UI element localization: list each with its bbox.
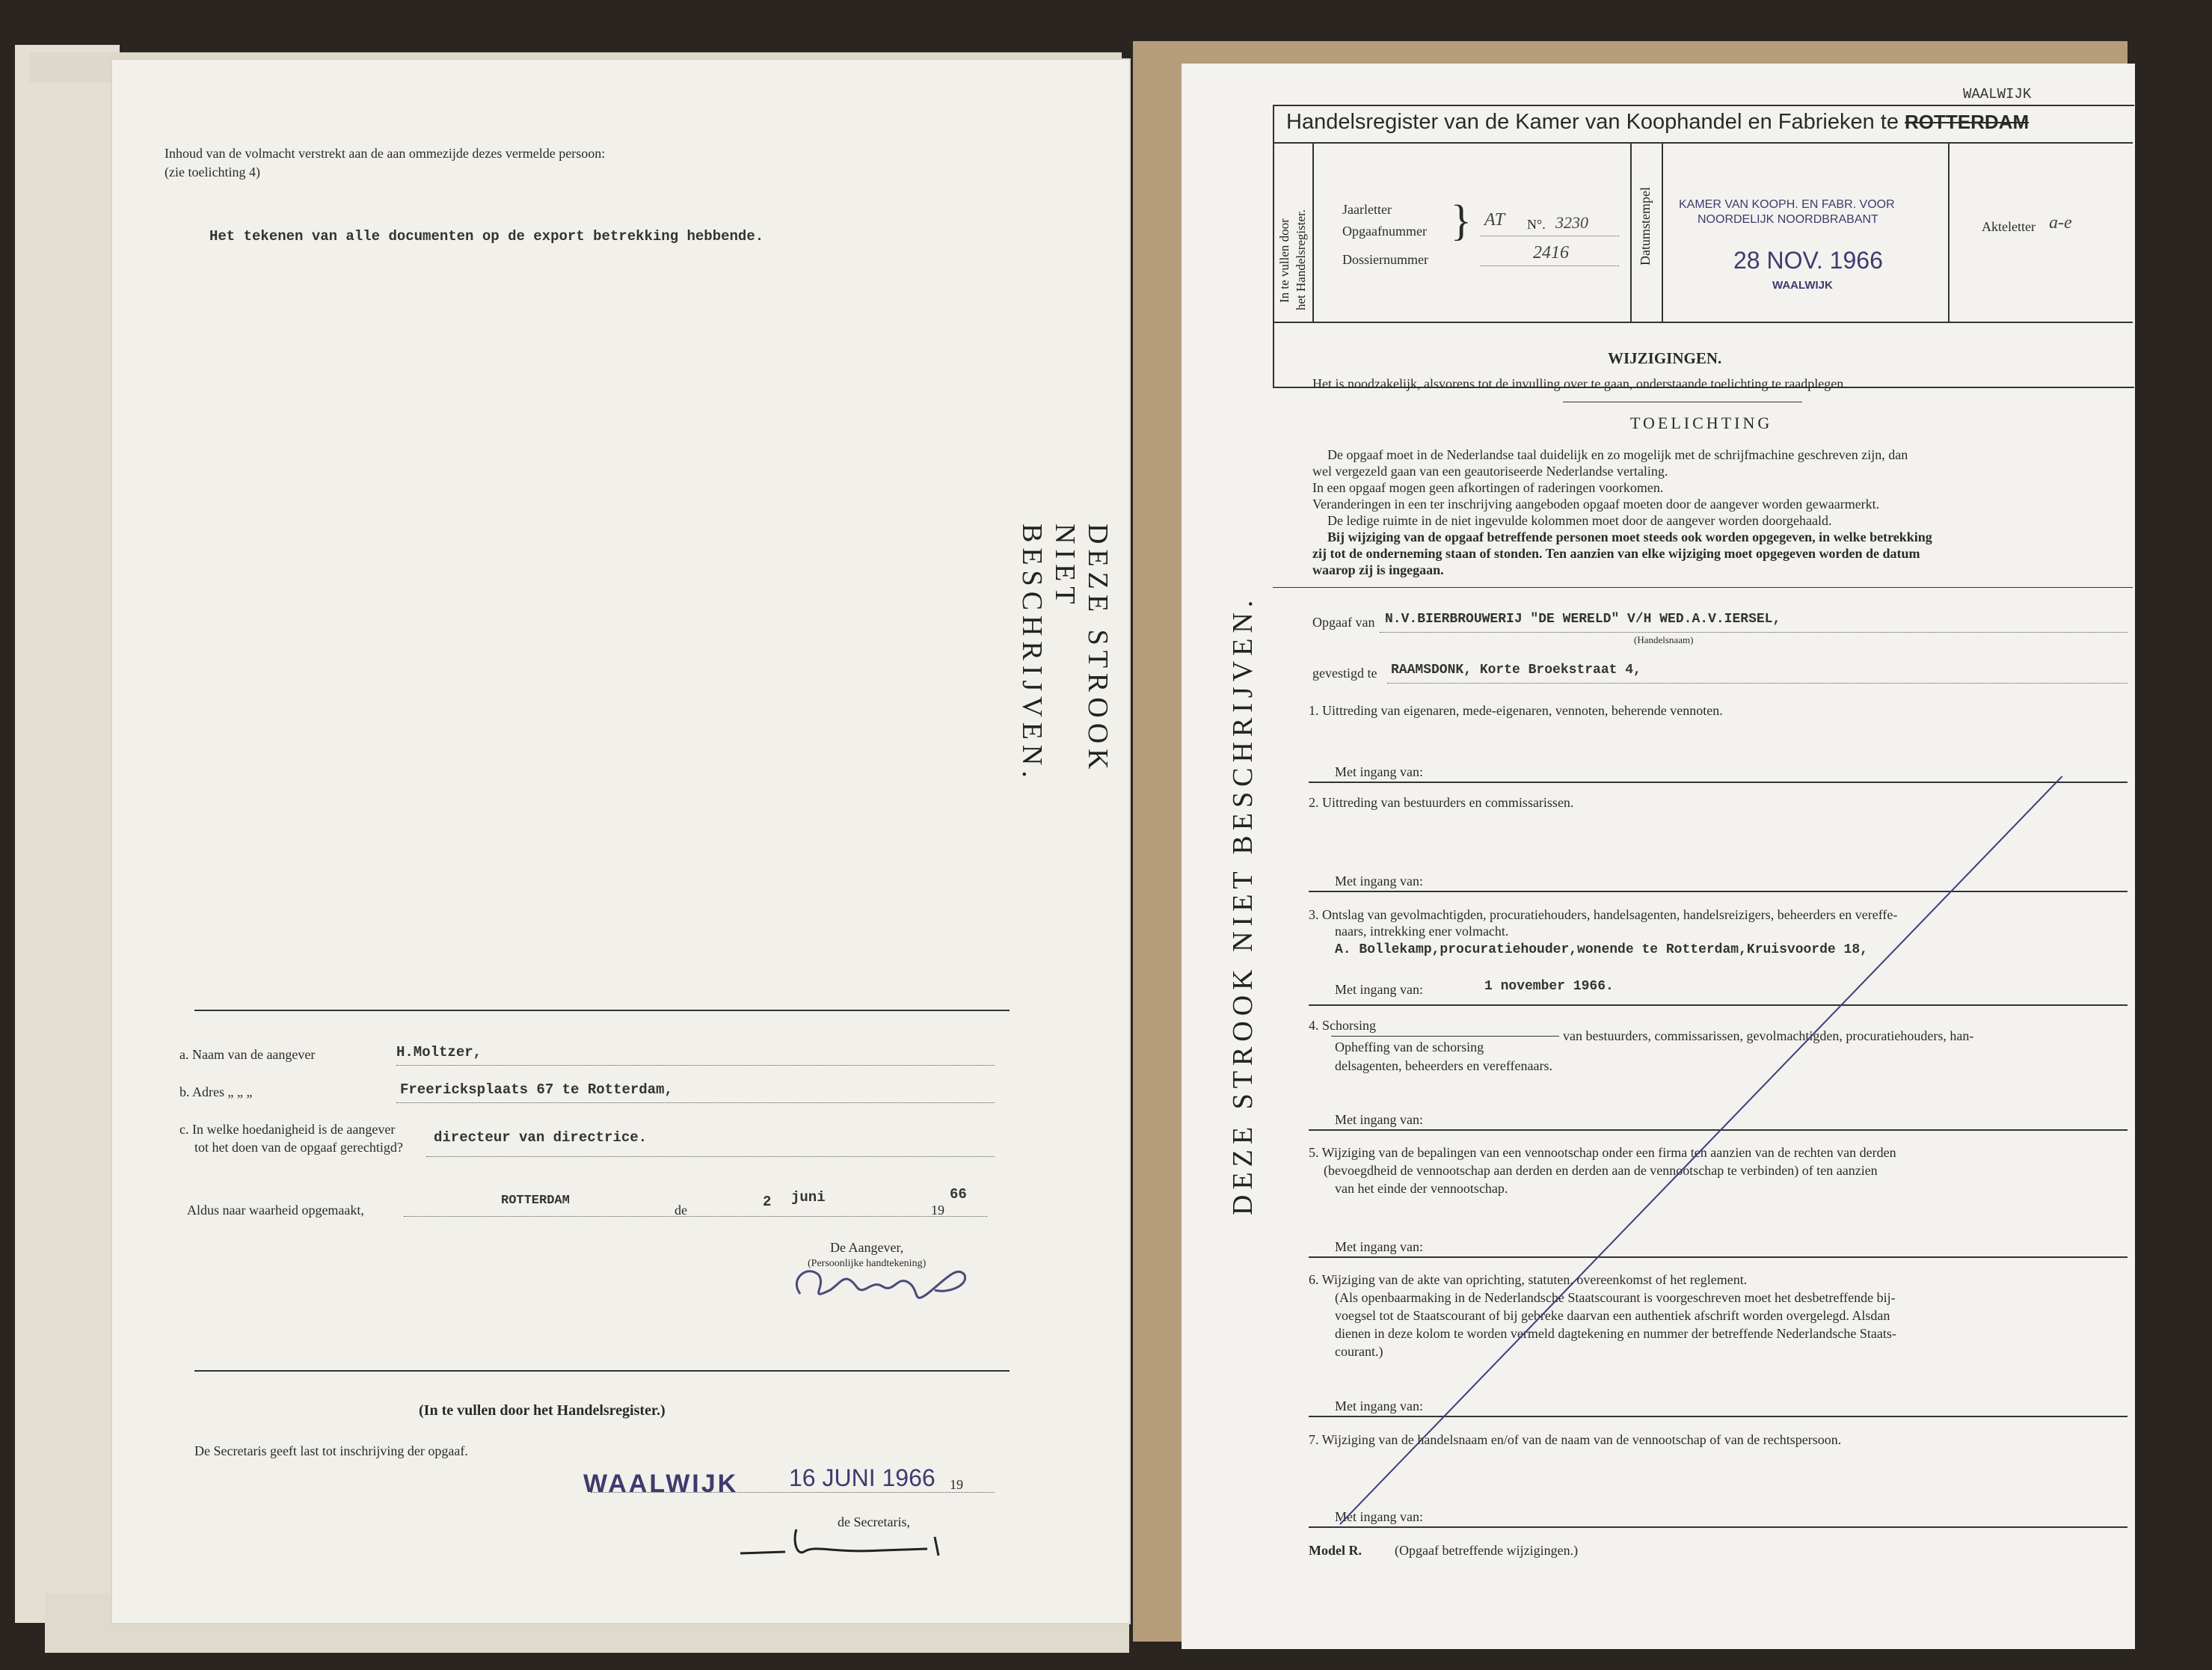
- underlying-sheets: [15, 45, 120, 1623]
- datum-divider-inner: [1662, 142, 1663, 322]
- opgaafnummer-label: Opgaafnummer: [1342, 224, 1427, 239]
- notice: Het is noodzakelijk, alsvorens tot de invulling over te gaan, onderstaande toelichting te raadplegen.: [1312, 376, 1847, 391]
- aldus-place: ROTTERDAM: [501, 1194, 570, 1208]
- item-1: 1. Uittreding van eigenaren, mede-eigenaren, vennoten, beherende vennoten.: [1309, 703, 1723, 718]
- model-desc: (Opgaaf betreffende wijzigingen.): [1395, 1543, 1579, 1558]
- item-6-line-1: 6. Wijziging van de akte van oprichting, statuten, overeenkomst of het reglement.: [1309, 1272, 1748, 1287]
- gevestigd-dotline: [1387, 683, 2127, 684]
- aangever-signature: [785, 1249, 980, 1316]
- opgaaf-value: N.V.BIERBROUWERIJ "DE WERELD" V/H WED.A.V.IERSEL,: [1385, 612, 1781, 627]
- opgaaf-label: Opgaaf van: [1312, 615, 1375, 630]
- register-note: (In te vullen door het Handelsregister.): [419, 1402, 666, 1419]
- stamp-dotline: [591, 1492, 995, 1493]
- item-4-opheffing: Opheffing van de schorsing: [1335, 1040, 1484, 1055]
- item-1-rule: [1309, 782, 2127, 783]
- toelichting-heading: TOELICHTING: [1630, 414, 1773, 432]
- secretaris-line: De Secretaris geeft last tot inschrijving der opgaaf.: [194, 1443, 468, 1458]
- dossiernummer-label: Dossiernummer: [1342, 252, 1428, 267]
- item-6-met-ingang: Met ingang van:: [1335, 1399, 1423, 1413]
- aldus-month: juni: [791, 1189, 826, 1206]
- stamp-date-left: 16 JUNI 1966: [789, 1464, 936, 1491]
- left-rule-1: [194, 1010, 1010, 1011]
- stamp-city-right: WAALWIJK: [1772, 279, 1833, 292]
- header-box: [1273, 105, 2134, 388]
- volmacht-text: Het tekenen van alle documenten op de export betrekking hebbende.: [209, 228, 764, 245]
- item-6-line-2: (Als openbaarmaking in de Nederlandsche Staatscourant is voorgeschreven moet het desbetreffende bij-: [1335, 1290, 1896, 1305]
- side-label-2: het Handelsregister.: [1294, 209, 1308, 310]
- c-label-2: tot het doen van de opgaaf gerechtigd?: [194, 1140, 403, 1155]
- jaarletter-value: AT: [1484, 210, 1505, 230]
- stamp-line-2: NOORDELIJK NOORDBRABANT: [1698, 213, 1878, 226]
- a-dotline: [396, 1065, 995, 1066]
- c-value: directeur van directrice.: [434, 1129, 648, 1146]
- header-rule-bottom: [1273, 322, 2133, 323]
- item-6-rule: [1309, 1416, 2127, 1417]
- akteletter-value: a-e: [2049, 213, 2072, 233]
- item-3-met-ingang: Met ingang van:: [1335, 982, 1423, 997]
- jaarletter-label: Jaarletter: [1342, 202, 1392, 217]
- item-7-rule: [1309, 1526, 2127, 1528]
- a-value: H.Moltzer,: [396, 1044, 482, 1060]
- left-strip-text: DEZE STROOK NIET BESCHRIJVEN.: [1016, 524, 1113, 783]
- toelichting-block: [1312, 446, 2105, 578]
- item-5-rule: [1309, 1256, 2127, 1258]
- gevestigd-value: RAAMSDONK, Korte Broekstraat 4,: [1391, 663, 1641, 678]
- item-3-rule: [1309, 1004, 2127, 1006]
- c-label-1: c. In welke hoedanigheid is de aangever: [179, 1122, 396, 1137]
- item-5-line-1: 5. Wijziging van de bepalingen van een vennootschap onder een firma ten aanzien van de rechten van derden: [1309, 1145, 1896, 1160]
- intro-line-2: (zie toelichting 4): [165, 165, 260, 179]
- right-page: [1182, 64, 2135, 1649]
- tl-1: De opgaaf moet in de Nederlandse taal duidelijk en zo mogelijk met de schrijfmachine geschreven zijn, dan: [1327, 447, 1908, 462]
- side-label-1: In te vullen door: [1277, 218, 1291, 303]
- aldus-year-prefix: 19: [931, 1203, 944, 1218]
- item-3-line-2: naars, intrekking ener volmacht.: [1335, 924, 1509, 939]
- left-rule-2: [194, 1370, 1010, 1372]
- item-5-line-2: (bevoegdheid de vennootschap aan derden en derden aan de vennootschap te verbinden) of ten aanzien: [1324, 1163, 1878, 1178]
- side-divider: [1312, 142, 1314, 322]
- header-text: Handelsregister van de Kamer van Koophandel en Fabrieken te: [1286, 110, 1899, 134]
- corner-stamp: WAALWIJK: [1963, 86, 2032, 102]
- brace: }: [1451, 196, 1472, 245]
- tl-6: Bij wijziging van de opgaaf betreffende personen moet steeds ook worden opgegeven, in welke betrekking: [1327, 529, 1932, 544]
- tl-2: wel vergezeld gaan van een geautoriseerde Nederlandse vertaling.: [1312, 464, 1668, 479]
- item-3-value: A. Bollekamp,procuratiehouder,wonende te Rotterdam,Kruisvoorde 18,: [1335, 942, 1868, 957]
- tl-8: waarop zij is ingegaan.: [1312, 562, 1444, 577]
- tl-3: In een opgaaf mogen geen afkortingen of raderingen voorkomen.: [1312, 480, 1664, 495]
- datum-divider-left: [1630, 142, 1632, 322]
- dossier-dotline: [1481, 265, 1619, 266]
- c-dotline: [426, 1156, 995, 1157]
- header-city: ROTTERDAM: [1905, 111, 2030, 133]
- dossier-value: 2416: [1533, 243, 1569, 263]
- a-label: a. Naam van de aangever: [179, 1047, 316, 1062]
- item-2-rule: [1309, 891, 2127, 892]
- item-6-line-4: dienen in deze kolom te worden vermeld dagtekening en nummer der betreffende Nederlandsche Staats-: [1335, 1326, 1896, 1341]
- item-3-line-1: 3. Ontslag van gevolmachtigden, procuratiehouders, handelsagenten, handelsreizigers, beheerders en vereffe-: [1309, 907, 1898, 922]
- aldus-de: de: [675, 1203, 687, 1218]
- aangever-label: De Aangever,: [830, 1240, 904, 1255]
- intro-line-1: Inhoud van de volmacht verstrekt aan de aan ommezijde dezes vermelde persoon:: [165, 146, 606, 161]
- datum-divider-right: [1948, 142, 1950, 322]
- item-3-date: 1 november 1966.: [1484, 979, 1614, 994]
- item-4-met-ingang: Met ingang van:: [1335, 1112, 1423, 1127]
- gevestigd-label: gevestigd te: [1312, 666, 1377, 681]
- item-5-line-3: van het einde der vennootschap.: [1335, 1181, 1508, 1196]
- tl-5: De ledige ruimte in de niet ingevulde kolommen moet door de aangever worden doorgehaald.: [1327, 513, 1832, 528]
- item-6-line-5: courant.): [1335, 1344, 1383, 1359]
- b-dotline: [396, 1102, 995, 1103]
- aldus-label: Aldus naar waarheid opgemaakt,: [187, 1203, 364, 1218]
- handelsnaam-label: (Handelsnaam): [1634, 634, 1694, 645]
- opgaaf-dotline: [1380, 632, 2127, 633]
- b-value: Freericksplaats 67 te Rotterdam,: [400, 1081, 673, 1098]
- datumstempel-label: Datumstempel: [1638, 187, 1653, 265]
- left-page: [112, 60, 1129, 1623]
- header-rule-top: [1273, 142, 2133, 144]
- stamp-date-suffix: 19: [950, 1477, 963, 1492]
- aldus-day: 2: [763, 1194, 772, 1210]
- toelichting-end-rule: [1273, 587, 2133, 588]
- aldus-year-suffix: 66: [950, 1186, 967, 1203]
- wijzigingen-title: WIJZIGINGEN.: [1608, 349, 1722, 367]
- no-label: N°.: [1527, 217, 1546, 232]
- model-label: Model R.: [1309, 1543, 1362, 1558]
- item-4-schorsing: 4. Schorsing: [1309, 1018, 1376, 1033]
- stamp-date-right: 28 NOV. 1966: [1733, 247, 1883, 274]
- item-6-line-3: voegsel tot de Staatscourant of bij gebreke daarvan een authentiek afschrift worden overgelegd. Alsdan: [1335, 1308, 1890, 1323]
- secretaris-label: de Secretaris,: [838, 1514, 910, 1529]
- aangever-sub: (Persoonlijke handtekening): [808, 1258, 927, 1269]
- stamp-line-1: KAMER VAN KOOPH. EN FABR. VOOR: [1679, 198, 1895, 211]
- item-7: 7. Wijziging van de handelsnaam en/of van de naam van de vennootschap of van de rechtspersoon.: [1309, 1432, 1842, 1447]
- akteletter-label: Akteletter: [1982, 219, 2036, 234]
- item-1-met-ingang: Met ingang van:: [1335, 764, 1423, 779]
- item-4-split: [1331, 1036, 1559, 1037]
- item-2-met-ingang: Met ingang van:: [1335, 874, 1423, 888]
- tl-7: zij tot de onderneming staan of stonden. Ten aanzien van elke wijziging moet opgegeven worden de datum: [1312, 546, 1920, 561]
- item-7-met-ingang: Met ingang van:: [1335, 1509, 1423, 1524]
- b-label: b. Adres „ „ „: [179, 1084, 253, 1099]
- tl-4: Veranderingen in een ter inschrijving aangeboden opgaaf moeten door de aangever worden gewaarmerkt.: [1312, 497, 1880, 512]
- item-4-line-1: van bestuurders, commissarissen, gevolmachtigden, procuratiehouders, han-: [1563, 1028, 1974, 1043]
- item-4-line-2: delsagenten, beheerders en vereffenaars.: [1335, 1058, 1553, 1073]
- item-2: 2. Uittreding van bestuurders en commissarissen.: [1309, 795, 1574, 810]
- no-value: 3230: [1555, 213, 1588, 232]
- secretaris-signature: [733, 1507, 1002, 1567]
- stamp-waalwijk: WAALWIJK: [583, 1470, 739, 1498]
- item-5-met-ingang: Met ingang van:: [1335, 1239, 1423, 1254]
- right-strip-text: DEZE STROOK NIET BESCHRIJVEN.: [1227, 595, 1259, 1215]
- aldus-dotline: [404, 1216, 987, 1217]
